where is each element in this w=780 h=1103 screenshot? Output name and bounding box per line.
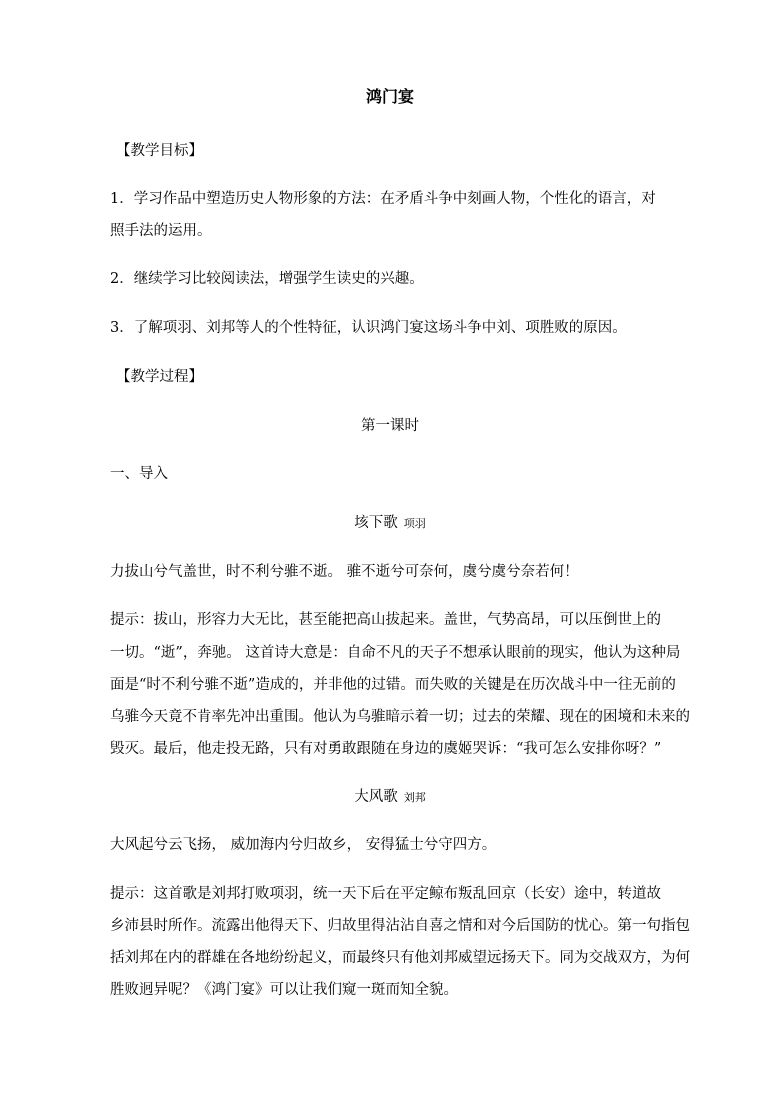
hint-2-line: 括刘邦在内的群雄在各地纷纷起义，而最终只有他刘邦威望远扬天下。同为交战双方，为何: [110, 950, 690, 966]
poem-1-heading: [0, 512, 780, 535]
poem-2-heading: [0, 786, 780, 809]
poem-1-text: 力拔山兮气盖世，时不利兮骓不逝。 骓不逝兮可奈何，虞兮虞兮奈若何！: [110, 564, 579, 580]
poem-2-text: 大风起兮云飞扬， 威加海内兮归故乡， 安得猛士兮守四方。: [110, 837, 497, 853]
hint-1-line: 毁灭。最后，他走投无路，只有对勇敢跟随在身边的虞姬哭诉：“我可怎么安排你呀？”: [110, 741, 662, 757]
hint-2-line: 提示：这首歌是刘邦打败项羽，统一天下后在平定鲸布叛乱回京（长安）途中，转道故: [110, 886, 661, 902]
goal-3: 3．了解项羽、刘邦等人的个性特征，认识鸿门宴这场斗争中刘、项胜败的原因。: [110, 320, 627, 336]
lesson-heading: 第一课时: [361, 418, 419, 434]
poem-1-title: 垓下歌: [354, 515, 398, 531]
hint-2-line: 胜败迥异呢？《鸿门宴》可以让我们窥一斑而知全貌。: [110, 982, 458, 998]
hint-1-line: 一切。“逝”，奔驰。 这首诗大意是：自命不凡的天子不想承认眼前的现实，他认为这种局: [110, 645, 681, 661]
poem-1-author: 项羽: [403, 517, 426, 530]
document-title: 鸿门宴: [365, 87, 414, 106]
section-heading-process: 【教学过程】: [116, 369, 203, 385]
goal-1-line-2: 照手法的运用。: [110, 223, 212, 239]
hint-1-line: 提示：拔山，形容力大无比，甚至能把高山拔起来。盖世，气势高昂，可以压倒世上的: [110, 612, 661, 628]
hint-2-line: 乡沛县时所作。流露出他得天下、归故里得沾沾自喜之情和对今后国防的忧心。第一句指包: [110, 918, 690, 934]
hint-1-line: 面是“时不利兮骓不逝”造成的，并非他的过错。而失败的关键是在历次战斗中一往无前的: [110, 677, 676, 693]
goal-2: 2．继续学习比较阅读法，增强学生读史的兴趣。: [110, 271, 424, 287]
goal-1-line-1: 1．学习作品中塑造历史人物形象的方法：在矛盾斗争中刻画人物，个性化的语言，对: [110, 191, 656, 207]
intro-heading: 一、导入: [110, 466, 168, 482]
section-heading-goals: 【教学目标】: [116, 143, 203, 159]
poem-2-author: 刘邦: [403, 791, 426, 804]
poem-2-title: 大风歌: [354, 789, 398, 805]
hint-1-line: 乌骓今天竟不肯率先冲出重围。他认为乌骓暗示着一切；过去的荣耀、现在的困境和未来的: [110, 709, 690, 725]
